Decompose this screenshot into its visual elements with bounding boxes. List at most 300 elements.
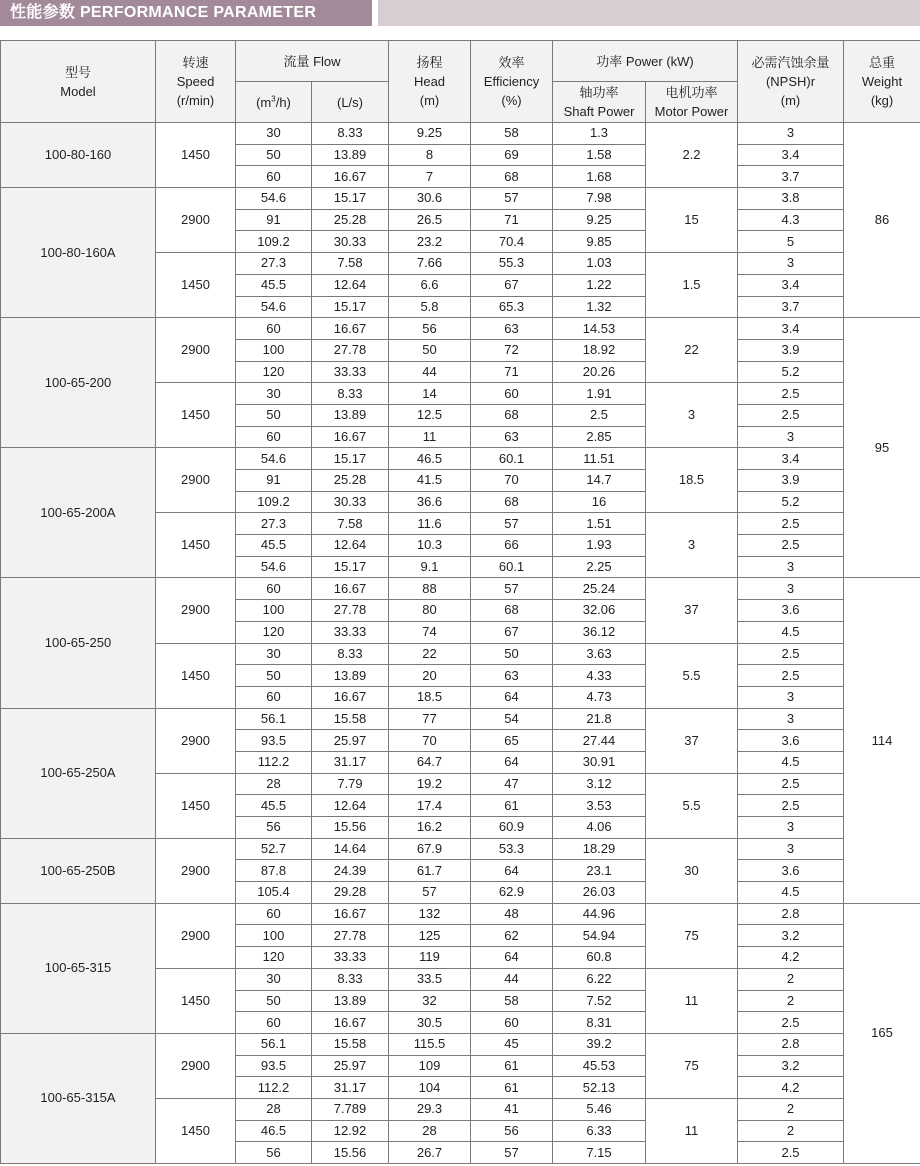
efficiency-cell: 63 — [471, 665, 553, 687]
shaft-power-cell: 45.53 — [553, 1055, 646, 1077]
npsh-cell: 5.2 — [738, 491, 844, 513]
efficiency-cell: 68 — [471, 600, 553, 622]
col-header-weight: 总重 Weight (kg) — [844, 41, 920, 123]
head-cell: 88 — [389, 578, 471, 600]
efficiency-cell: 57 — [471, 188, 553, 210]
speed-cell: 1450 — [156, 123, 236, 188]
model-cell: 100-65-200A — [1, 448, 156, 578]
flow-ls-cell: 8.33 — [312, 968, 389, 990]
flow-ls-cell: 30.33 — [312, 231, 389, 253]
npsh-cell: 2.8 — [738, 1033, 844, 1055]
performance-table — [0, 40, 920, 1164]
head-cell: 7.66 — [389, 253, 471, 275]
flow-m3h-cell: 54.6 — [236, 296, 312, 318]
efficiency-cell: 41 — [471, 1098, 553, 1120]
motor-power-cell: 1.5 — [646, 253, 738, 318]
title-bar-extension — [378, 0, 920, 26]
efficiency-cell: 66 — [471, 535, 553, 557]
flow-m3h-cell: 54.6 — [236, 556, 312, 578]
flow-ls-cell: 27.78 — [312, 600, 389, 622]
efficiency-cell: 48 — [471, 903, 553, 925]
npsh-cell: 3 — [738, 556, 844, 578]
head-cell: 50 — [389, 339, 471, 361]
flow-ls-cell: 15.58 — [312, 1033, 389, 1055]
flow-ls-cell: 13.89 — [312, 990, 389, 1012]
weight-cell: 86 — [844, 123, 920, 318]
npsh-cell: 2.5 — [738, 643, 844, 665]
npsh-cell: 3.4 — [738, 144, 844, 166]
weight-cell: 165 — [844, 903, 920, 1163]
head-cell: 14 — [389, 383, 471, 405]
efficiency-cell: 53.3 — [471, 838, 553, 860]
flow-m3h-cell: 54.6 — [236, 188, 312, 210]
flow-ls-cell: 8.33 — [312, 643, 389, 665]
npsh-cell: 3 — [738, 708, 844, 730]
npsh-cell: 4.5 — [738, 751, 844, 773]
col-header-speed: 转速 Speed (r/min) — [156, 41, 236, 123]
flow-ls-cell: 33.33 — [312, 361, 389, 383]
motor-power-cell: 37 — [646, 578, 738, 643]
efficiency-cell: 60 — [471, 1012, 553, 1034]
speed-cell: 1450 — [156, 513, 236, 578]
head-cell: 41.5 — [389, 470, 471, 492]
flow-ls-cell: 16.67 — [312, 686, 389, 708]
flow-m3h-cell: 45.5 — [236, 274, 312, 296]
speed-cell: 2900 — [156, 903, 236, 968]
flow-m3h-cell: 112.2 — [236, 1077, 312, 1099]
table-body — [1, 123, 920, 1164]
npsh-cell: 4.5 — [738, 621, 844, 643]
head-cell: 10.3 — [389, 535, 471, 557]
efficiency-cell: 60.9 — [471, 817, 553, 839]
motor-power-cell: 22 — [646, 318, 738, 383]
col-header-motor-power: 电机功率 Motor Power — [646, 82, 738, 123]
shaft-power-cell: 4.33 — [553, 665, 646, 687]
head-cell: 61.7 — [389, 860, 471, 882]
efficiency-cell: 57 — [471, 513, 553, 535]
npsh-cell: 3.7 — [738, 166, 844, 188]
head-cell: 67.9 — [389, 838, 471, 860]
shaft-power-cell: 36.12 — [553, 621, 646, 643]
head-cell: 77 — [389, 708, 471, 730]
shaft-power-cell: 4.06 — [553, 817, 646, 839]
flow-m3h-cell: 100 — [236, 925, 312, 947]
flow-ls-cell: 12.64 — [312, 795, 389, 817]
npsh-cell: 2.5 — [738, 795, 844, 817]
head-cell: 104 — [389, 1077, 471, 1099]
efficiency-cell: 69 — [471, 144, 553, 166]
table-row — [1, 838, 920, 860]
flow-m3h-cell: 28 — [236, 1098, 312, 1120]
flow-m3h-cell: 105.4 — [236, 882, 312, 904]
flow-ls-cell: 7.789 — [312, 1098, 389, 1120]
efficiency-cell: 65 — [471, 730, 553, 752]
flow-m3h-cell: 60 — [236, 686, 312, 708]
efficiency-cell: 44 — [471, 968, 553, 990]
efficiency-cell: 63 — [471, 426, 553, 448]
table-row — [1, 123, 920, 145]
flow-m3h-cell: 93.5 — [236, 1055, 312, 1077]
npsh-cell: 3.9 — [738, 339, 844, 361]
head-cell: 125 — [389, 925, 471, 947]
shaft-power-cell: 1.03 — [553, 253, 646, 275]
npsh-cell: 3.4 — [738, 274, 844, 296]
flow-m3h-cell: 120 — [236, 361, 312, 383]
shaft-power-cell: 32.06 — [553, 600, 646, 622]
shaft-power-cell: 9.25 — [553, 209, 646, 231]
flow-ls-cell: 30.33 — [312, 491, 389, 513]
flow-ls-cell: 25.28 — [312, 209, 389, 231]
flow-m3h-cell: 30 — [236, 383, 312, 405]
head-cell: 5.8 — [389, 296, 471, 318]
motor-power-cell: 5.5 — [646, 643, 738, 708]
model-cell: 100-65-250B — [1, 838, 156, 903]
flow-m3h-cell: 91 — [236, 209, 312, 231]
efficiency-cell: 45 — [471, 1033, 553, 1055]
flow-ls-cell: 16.67 — [312, 1012, 389, 1034]
col-header-npsh: 必需汽蚀余量 (NPSH)r (m) — [738, 41, 844, 123]
npsh-cell: 3.7 — [738, 296, 844, 318]
efficiency-cell: 64 — [471, 947, 553, 969]
shaft-power-cell: 9.85 — [553, 231, 646, 253]
flow-ls-cell: 33.33 — [312, 621, 389, 643]
head-cell: 18.5 — [389, 686, 471, 708]
npsh-cell: 2.5 — [738, 383, 844, 405]
npsh-cell: 2.5 — [738, 665, 844, 687]
head-cell: 70 — [389, 730, 471, 752]
head-cell: 9.25 — [389, 123, 471, 145]
flow-ls-cell: 7.58 — [312, 513, 389, 535]
flow-ls-cell: 12.64 — [312, 274, 389, 296]
npsh-cell: 3.4 — [738, 318, 844, 340]
flow-m3h-cell: 46.5 — [236, 1120, 312, 1142]
shaft-power-cell: 60.8 — [553, 947, 646, 969]
motor-power-cell: 3 — [646, 383, 738, 448]
efficiency-cell: 62.9 — [471, 882, 553, 904]
efficiency-cell: 70.4 — [471, 231, 553, 253]
efficiency-cell: 47 — [471, 773, 553, 795]
shaft-power-cell: 1.51 — [553, 513, 646, 535]
flow-ls-cell: 15.17 — [312, 188, 389, 210]
speed-cell: 2900 — [156, 448, 236, 513]
npsh-cell: 3 — [738, 426, 844, 448]
speed-cell: 1450 — [156, 643, 236, 708]
efficiency-cell: 54 — [471, 708, 553, 730]
npsh-cell: 2.5 — [738, 1142, 844, 1164]
motor-power-cell: 30 — [646, 838, 738, 903]
flow-ls-cell: 16.67 — [312, 903, 389, 925]
efficiency-cell: 50 — [471, 643, 553, 665]
flow-ls-cell: 7.58 — [312, 253, 389, 275]
motor-power-cell: 18.5 — [646, 448, 738, 513]
flow-ls-cell: 14.64 — [312, 838, 389, 860]
shaft-power-cell: 23.1 — [553, 860, 646, 882]
efficiency-cell: 60.1 — [471, 556, 553, 578]
shaft-power-cell: 52.13 — [553, 1077, 646, 1099]
col-header-model: 型号 Model — [1, 41, 156, 123]
head-cell: 6.6 — [389, 274, 471, 296]
table-row — [1, 708, 920, 730]
motor-power-cell: 15 — [646, 188, 738, 253]
npsh-cell: 3.6 — [738, 730, 844, 752]
head-cell: 22 — [389, 643, 471, 665]
shaft-power-cell: 27.44 — [553, 730, 646, 752]
npsh-cell: 4.5 — [738, 882, 844, 904]
head-cell: 44 — [389, 361, 471, 383]
shaft-power-cell: 3.12 — [553, 773, 646, 795]
shaft-power-cell: 7.52 — [553, 990, 646, 1012]
efficiency-cell: 61 — [471, 1055, 553, 1077]
speed-cell: 1450 — [156, 1098, 236, 1163]
speed-cell: 2900 — [156, 578, 236, 643]
efficiency-cell: 61 — [471, 795, 553, 817]
npsh-cell: 3 — [738, 123, 844, 145]
flow-m3h-cell: 87.8 — [236, 860, 312, 882]
flow-m3h-cell: 52.7 — [236, 838, 312, 860]
flow-m3h-cell: 28 — [236, 773, 312, 795]
efficiency-cell: 56 — [471, 1120, 553, 1142]
table-row — [1, 448, 920, 470]
model-cell: 100-65-315 — [1, 903, 156, 1033]
weight-cell: 95 — [844, 318, 920, 578]
flow-m3h-cell: 50 — [236, 404, 312, 426]
shaft-power-cell: 11.51 — [553, 448, 646, 470]
shaft-power-cell: 1.22 — [553, 274, 646, 296]
flow-ls-cell: 12.92 — [312, 1120, 389, 1142]
col-header-efficiency: 效率 Efficiency (%) — [471, 41, 553, 123]
shaft-power-cell: 2.25 — [553, 556, 646, 578]
col-header-shaft-power: 轴功率 Shaft Power — [553, 82, 646, 123]
head-cell: 20 — [389, 665, 471, 687]
table-row — [1, 903, 920, 925]
flow-ls-cell: 8.33 — [312, 383, 389, 405]
head-cell: 109 — [389, 1055, 471, 1077]
flow-m3h-cell: 120 — [236, 621, 312, 643]
flow-m3h-cell: 60 — [236, 578, 312, 600]
motor-power-cell: 3 — [646, 513, 738, 578]
table-row — [1, 578, 920, 600]
flow-ls-cell: 29.28 — [312, 882, 389, 904]
shaft-power-cell: 1.93 — [553, 535, 646, 557]
head-cell: 36.6 — [389, 491, 471, 513]
col-header-flow-m3h: $(m^3/h)$ — [236, 82, 312, 123]
flow-ls-cell: 15.17 — [312, 556, 389, 578]
efficiency-cell: 67 — [471, 274, 553, 296]
speed-cell: 1450 — [156, 968, 236, 1033]
head-cell: 30.5 — [389, 1012, 471, 1034]
efficiency-cell: 65.3 — [471, 296, 553, 318]
npsh-cell: 3.6 — [738, 600, 844, 622]
flow-m3h-cell: 109.2 — [236, 491, 312, 513]
col-header-power: 功率 Power (kW) — [553, 41, 738, 82]
shaft-power-cell: 25.24 — [553, 578, 646, 600]
head-cell: 26.7 — [389, 1142, 471, 1164]
npsh-cell: 2 — [738, 968, 844, 990]
flow-ls-cell: 25.97 — [312, 1055, 389, 1077]
efficiency-cell: 61 — [471, 1077, 553, 1099]
flow-m3h-cell: 60 — [236, 426, 312, 448]
npsh-cell: 2 — [738, 1098, 844, 1120]
flow-ls-cell: 13.89 — [312, 665, 389, 687]
flow-ls-cell: 25.97 — [312, 730, 389, 752]
shaft-power-cell: 7.98 — [553, 188, 646, 210]
flow-ls-cell: 8.33 — [312, 123, 389, 145]
title-bar — [0, 0, 920, 26]
flow-ls-cell: 16.67 — [312, 578, 389, 600]
efficiency-cell: 58 — [471, 123, 553, 145]
npsh-cell: 5.2 — [738, 361, 844, 383]
flow-ls-cell: 25.28 — [312, 470, 389, 492]
head-cell: 7 — [389, 166, 471, 188]
flow-m3h-cell: 112.2 — [236, 751, 312, 773]
flow-ls-cell: 16.67 — [312, 426, 389, 448]
efficiency-cell: 71 — [471, 361, 553, 383]
weight-cell: 114 — [844, 578, 920, 903]
page-title: 性能参数 PERFORMANCE PARAMETER — [0, 0, 372, 26]
flow-m3h-cell: 56.1 — [236, 1033, 312, 1055]
table-row — [1, 188, 920, 210]
npsh-cell: 2 — [738, 1120, 844, 1142]
model-cell: 100-80-160A — [1, 188, 156, 318]
col-header-flow: 流量 Flow — [236, 41, 389, 82]
flow-m3h-cell: 50 — [236, 144, 312, 166]
efficiency-cell: 60 — [471, 383, 553, 405]
shaft-power-cell: 30.91 — [553, 751, 646, 773]
shaft-power-cell: 18.29 — [553, 838, 646, 860]
flow-ls-cell: 16.67 — [312, 166, 389, 188]
model-cell: 100-80-160 — [1, 123, 156, 188]
efficiency-cell: 60.1 — [471, 448, 553, 470]
shaft-power-cell: 26.03 — [553, 882, 646, 904]
motor-power-cell: 37 — [646, 708, 738, 773]
head-cell: 30.6 — [389, 188, 471, 210]
efficiency-cell: 68 — [471, 166, 553, 188]
speed-cell: 2900 — [156, 1033, 236, 1098]
npsh-cell: 2.5 — [738, 535, 844, 557]
flow-m3h-cell: 109.2 — [236, 231, 312, 253]
npsh-cell: 2.8 — [738, 903, 844, 925]
npsh-cell: 5 — [738, 231, 844, 253]
shaft-power-cell: 16 — [553, 491, 646, 513]
shaft-power-cell: 1.58 — [553, 144, 646, 166]
flow-m3h-cell: 54.6 — [236, 448, 312, 470]
shaft-power-cell: 14.7 — [553, 470, 646, 492]
head-cell: 16.2 — [389, 817, 471, 839]
head-cell: 56 — [389, 318, 471, 340]
shaft-power-cell: 2.5 — [553, 404, 646, 426]
speed-cell: 2900 — [156, 708, 236, 773]
flow-ls-cell: 31.17 — [312, 751, 389, 773]
flow-m3h-cell: 50 — [236, 990, 312, 1012]
npsh-cell: 3.2 — [738, 925, 844, 947]
efficiency-cell: 68 — [471, 491, 553, 513]
flow-m3h-cell: 60 — [236, 903, 312, 925]
shaft-power-cell: 2.85 — [553, 426, 646, 448]
head-cell: 9.1 — [389, 556, 471, 578]
flow-ls-cell: 15.56 — [312, 817, 389, 839]
shaft-power-cell: 20.26 — [553, 361, 646, 383]
head-cell: 132 — [389, 903, 471, 925]
flow-ls-cell: 24.39 — [312, 860, 389, 882]
flow-ls-cell: 7.79 — [312, 773, 389, 795]
npsh-cell: 3 — [738, 578, 844, 600]
efficiency-cell: 71 — [471, 209, 553, 231]
npsh-cell: 2.5 — [738, 513, 844, 535]
flow-ls-cell: 33.33 — [312, 947, 389, 969]
flow-m3h-cell: 93.5 — [236, 730, 312, 752]
npsh-cell: 3 — [738, 253, 844, 275]
head-cell: 11.6 — [389, 513, 471, 535]
npsh-cell: 3.4 — [738, 448, 844, 470]
flow-m3h-cell: 120 — [236, 947, 312, 969]
shaft-power-cell: 3.53 — [553, 795, 646, 817]
motor-power-cell: 5.5 — [646, 773, 738, 838]
npsh-cell: 2.5 — [738, 1012, 844, 1034]
head-cell: 46.5 — [389, 448, 471, 470]
efficiency-cell: 67 — [471, 621, 553, 643]
npsh-cell: 3 — [738, 838, 844, 860]
speed-cell: 2900 — [156, 838, 236, 903]
npsh-cell: 3.9 — [738, 470, 844, 492]
speed-cell: 1450 — [156, 773, 236, 838]
npsh-cell: 4.2 — [738, 1077, 844, 1099]
shaft-power-cell: 1.68 — [553, 166, 646, 188]
flow-m3h-cell: 56.1 — [236, 708, 312, 730]
flow-m3h-cell: 45.5 — [236, 795, 312, 817]
flow-m3h-cell: 60 — [236, 166, 312, 188]
flow-m3h-cell: 56 — [236, 817, 312, 839]
shaft-power-cell: 39.2 — [553, 1033, 646, 1055]
flow-m3h-cell: 100 — [236, 600, 312, 622]
npsh-cell: 3.8 — [738, 188, 844, 210]
table-row — [1, 318, 920, 340]
flow-ls-cell: 12.64 — [312, 535, 389, 557]
flow-m3h-cell: 30 — [236, 643, 312, 665]
shaft-power-cell: 3.63 — [553, 643, 646, 665]
npsh-cell: 4.3 — [738, 209, 844, 231]
head-cell: 17.4 — [389, 795, 471, 817]
flow-ls-cell: 27.78 — [312, 925, 389, 947]
flow-ls-cell: 15.17 — [312, 448, 389, 470]
table-header — [1, 41, 920, 123]
efficiency-cell: 64 — [471, 860, 553, 882]
flow-ls-cell: 15.17 — [312, 296, 389, 318]
speed-cell: 1450 — [156, 383, 236, 448]
motor-power-cell: 11 — [646, 968, 738, 1033]
flow-m3h-cell: 27.3 — [236, 253, 312, 275]
flow-m3h-cell: 30 — [236, 123, 312, 145]
head-cell: 33.5 — [389, 968, 471, 990]
flow-ls-cell: 27.78 — [312, 339, 389, 361]
motor-power-cell: 75 — [646, 903, 738, 968]
shaft-power-cell: 4.73 — [553, 686, 646, 708]
speed-cell: 2900 — [156, 188, 236, 253]
npsh-cell: 4.2 — [738, 947, 844, 969]
flow-m3h-cell: 45.5 — [236, 535, 312, 557]
model-cell: 100-65-250 — [1, 578, 156, 708]
head-cell: 32 — [389, 990, 471, 1012]
head-cell: 74 — [389, 621, 471, 643]
shaft-power-cell: 21.8 — [553, 708, 646, 730]
flow-m3h-cell: 60 — [236, 318, 312, 340]
shaft-power-cell: 1.91 — [553, 383, 646, 405]
shaft-power-cell: 1.32 — [553, 296, 646, 318]
shaft-power-cell: 54.94 — [553, 925, 646, 947]
head-cell: 119 — [389, 947, 471, 969]
npsh-cell: 3 — [738, 817, 844, 839]
motor-power-cell: 11 — [646, 1098, 738, 1163]
shaft-power-cell: 14.53 — [553, 318, 646, 340]
